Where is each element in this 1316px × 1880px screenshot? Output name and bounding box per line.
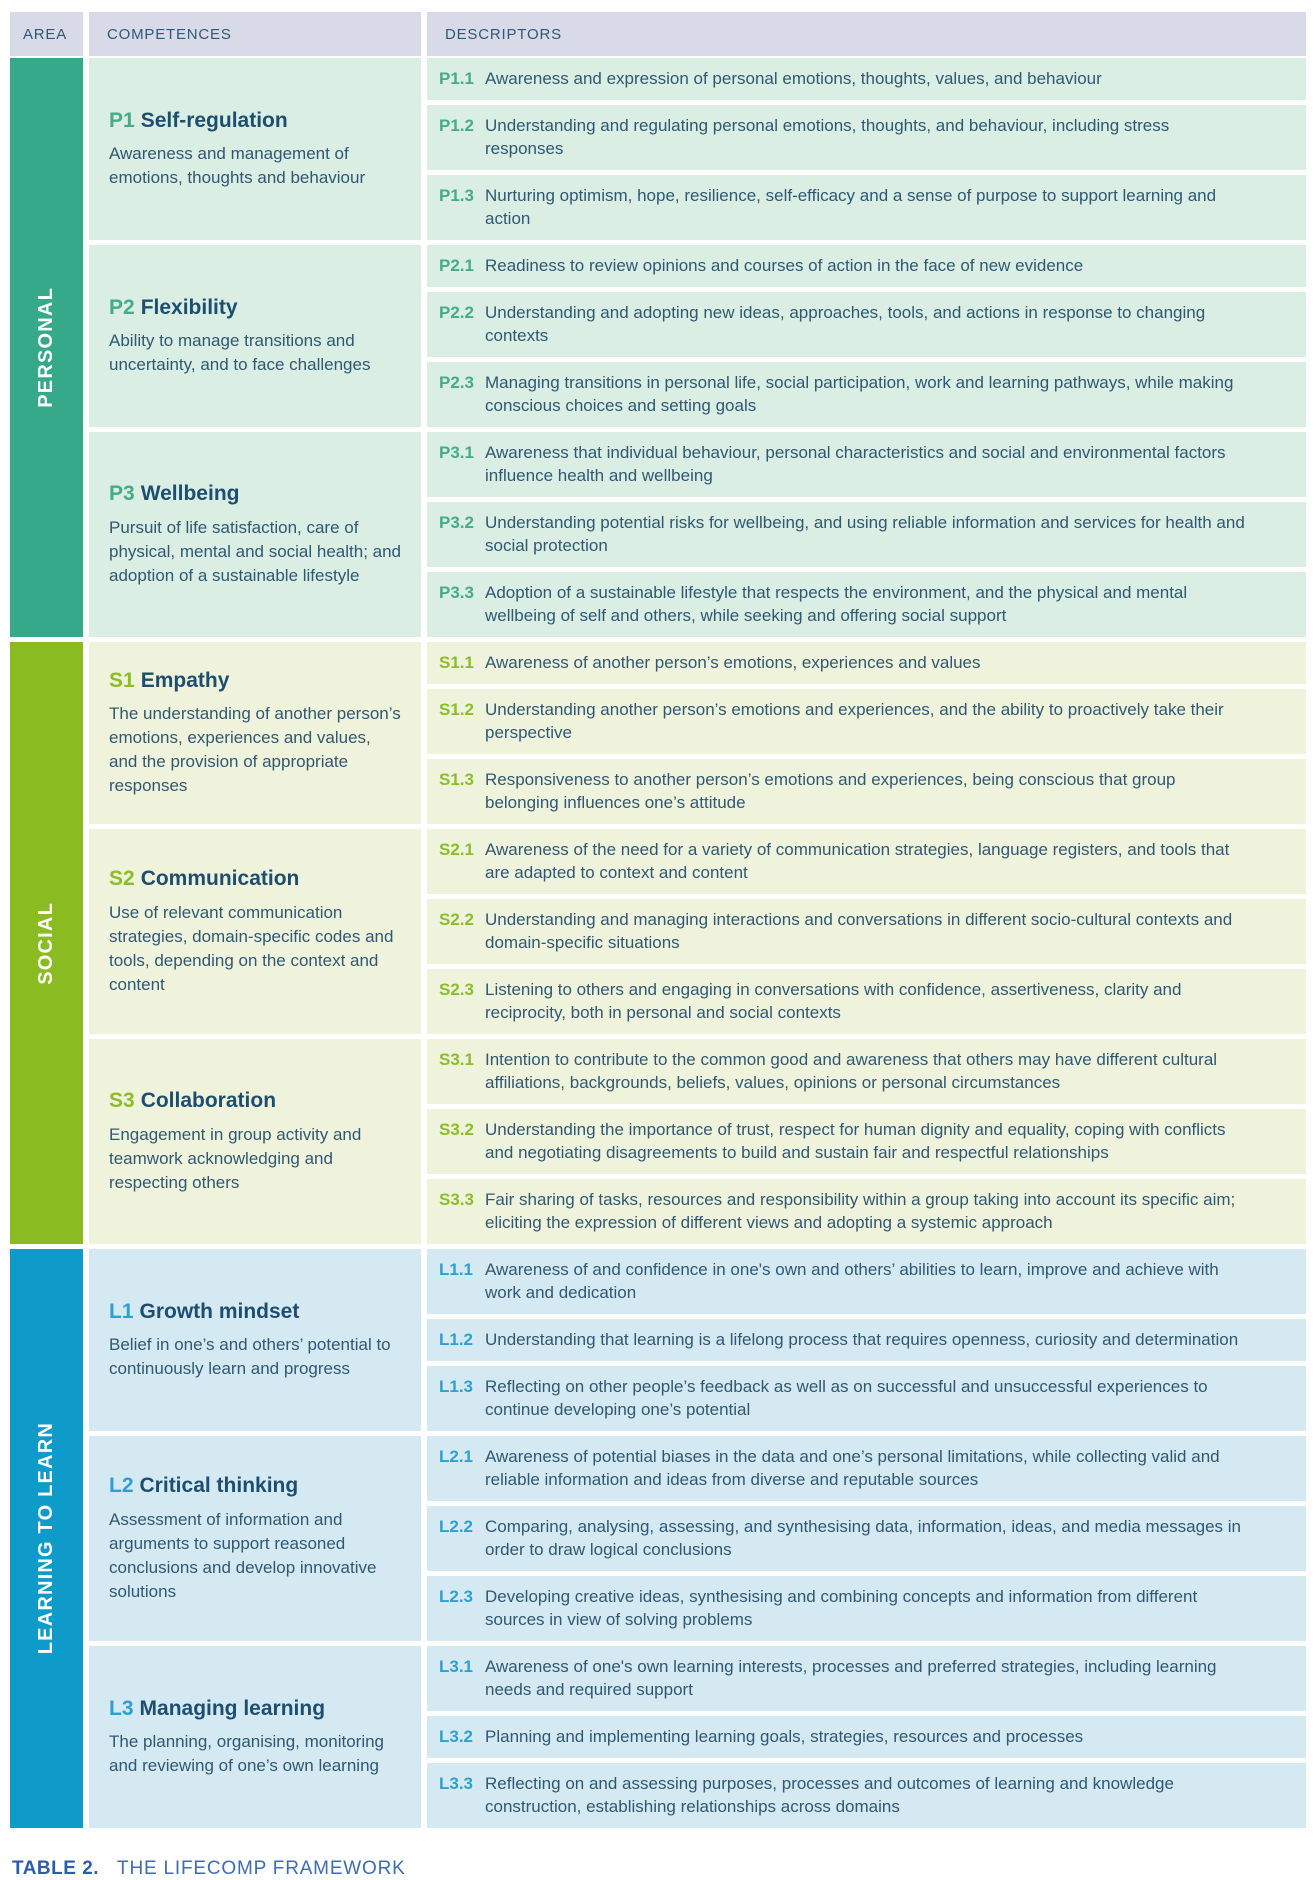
descriptor-row [427, 572, 1306, 637]
descriptor-code: S3.1 [439, 1050, 474, 1069]
descriptor-row [427, 105, 1306, 170]
descriptor-row [427, 1506, 1306, 1571]
descriptor-text: Awareness of one's own learning interests, processes and preferred strategies, including learning needs and required support [485, 1657, 1217, 1699]
descriptor-code: S3.2 [439, 1120, 474, 1139]
descriptor-row [427, 1366, 1306, 1431]
competence-cell [89, 245, 421, 427]
competence-description: The planning, organising, monitoring and reviewing of one’s own learning [109, 1732, 385, 1776]
descriptor-row [427, 58, 1306, 100]
competence-description: Belief in one’s and others’ potential to continuously learn and progress [109, 1335, 391, 1379]
descriptor-code: S2.1 [439, 840, 474, 859]
descriptor-code: S2.2 [439, 910, 474, 929]
descriptor-code: P1.2 [439, 116, 474, 135]
competence-name: Wellbeing [140, 482, 240, 506]
competence-group-p1 [89, 58, 1306, 240]
competence-group-s2 [89, 829, 1306, 1034]
descriptor-code: L1.2 [439, 1330, 474, 1349]
descriptor-code: P3.3 [439, 583, 474, 602]
competence-description: The understanding of another person’s emotions, experiences and values, and the provision of appropriate responses [109, 704, 401, 796]
descriptor-row [427, 502, 1306, 567]
descriptor-text: Responsiveness to another person’s emotions and experiences, being conscious that group belonging influences one’s attitude [485, 770, 1176, 812]
competence-group-l2 [89, 1436, 1306, 1641]
descriptor-row [427, 1576, 1306, 1641]
competence-name: Critical thinking [139, 1474, 299, 1498]
area-section-social [10, 642, 1306, 1244]
descriptor-row [427, 175, 1306, 240]
descriptor-row [427, 899, 1306, 964]
descriptor-row [427, 1716, 1306, 1758]
competence-code: L2 [109, 1474, 134, 1498]
descriptor-code: P2.3 [439, 373, 474, 392]
descriptor-code: L2.1 [439, 1447, 474, 1466]
descriptor-row [427, 292, 1306, 357]
descriptor-text: Understanding another person’s emotions and experiences, and the ability to proactively take their perspective [485, 700, 1224, 742]
area-label: SOCIAL [35, 901, 57, 985]
header-competences: COMPETENCES [89, 12, 421, 56]
competence-group-l3 [89, 1646, 1306, 1828]
competence-name: Communication [140, 867, 300, 891]
descriptor-row [427, 829, 1306, 894]
descriptor-code: S1.1 [439, 653, 474, 672]
caption-title: THE LIFECOMP FRAMEWORK [117, 1858, 406, 1879]
descriptor-text: Awareness of and confidence in one's own and others’ abilities to learn, improve and achieve with work and dedication [485, 1260, 1219, 1302]
descriptor-text: Awareness of another person’s emotions, experiences and values [485, 653, 981, 672]
descriptor-text: Adoption of a sustainable lifestyle that respects the environment, and the physical and mental wellbeing of self and others, while seeking and offering social support [485, 583, 1188, 625]
descriptor-text: Managing transitions in personal life, social participation, work and learning pathways, while making conscious choices and setting goals [485, 373, 1234, 415]
competence-cell [89, 58, 421, 240]
descriptor-text: Understanding and managing interactions and conversations in different socio-cultural contexts and domain-specific situations [485, 910, 1233, 952]
descriptor-text: Understanding the importance of trust, respect for human dignity and equality, coping with conflicts and negotiating disagreements to build and sustain fair and respectful relationships [485, 1120, 1226, 1162]
descriptor-text: Developing creative ideas, synthesising and combining concepts and information from different sources in view of solving problems [485, 1587, 1198, 1629]
descriptor-row [427, 1319, 1306, 1361]
header-descriptors: DESCRIPTORS [427, 12, 1306, 56]
competence-cell [89, 829, 421, 1034]
descriptor-row [427, 642, 1306, 684]
descriptor-code: P1.3 [439, 186, 474, 205]
competence-description: Use of relevant communication strategies, domain-specific codes and tools, depending on the context and content [109, 902, 394, 994]
competence-name: Growth mindset [139, 1299, 300, 1323]
header-area: AREA [10, 12, 83, 56]
competence-code: L3 [109, 1696, 134, 1720]
descriptor-text: Reflecting on and assessing purposes, processes and outcomes of learning and knowledge construction, establishing relationships across domains [485, 1774, 1174, 1816]
descriptor-row [427, 1179, 1306, 1244]
descriptor-text: Understanding potential risks for wellbeing, and using reliable information and services for health and social protection [485, 513, 1245, 555]
competence-cell [89, 432, 421, 637]
competence-code: S3 [109, 1089, 135, 1113]
descriptor-code: P3.2 [439, 513, 474, 532]
competence-code: P3 [109, 482, 135, 506]
descriptor-text: Planning and implementing learning goals, strategies, resources and processes [485, 1727, 1084, 1746]
area-label: LEARNING TO LEARN [35, 1422, 57, 1655]
table-header-row [10, 12, 1306, 56]
competence-cell [89, 1039, 421, 1244]
descriptor-code: P2.2 [439, 303, 474, 322]
area-label: PERSONAL [35, 287, 57, 408]
descriptor-row [427, 1646, 1306, 1711]
descriptor-code: P1.1 [439, 69, 474, 88]
descriptor-code: P2.1 [439, 256, 474, 275]
descriptor-row [427, 759, 1306, 824]
area-band-social [10, 642, 83, 1244]
descriptor-text: Awareness and expression of personal emotions, thoughts, values, and behaviour [485, 69, 1102, 88]
competence-cell [89, 642, 421, 824]
descriptor-code: S1.2 [439, 700, 474, 719]
competence-group-p3 [89, 432, 1306, 637]
descriptor-code: L1.3 [439, 1377, 474, 1396]
competence-description: Engagement in group activity and teamwork acknowledging and respecting others [109, 1124, 362, 1192]
descriptor-code: P3.1 [439, 443, 474, 462]
descriptor-code: S1.3 [439, 770, 474, 789]
area-section-personal [10, 58, 1306, 637]
competence-description: Pursuit of life satisfaction, care of physical, mental and social health; and adoption of a sustainable lifestyle [109, 517, 402, 585]
competence-code: L1 [109, 1299, 134, 1323]
descriptor-row [427, 1109, 1306, 1174]
competence-name: Managing learning [139, 1696, 326, 1720]
descriptor-text: Reflecting on other people’s feedback as well as on successful and unsuccessful experiences to continue developing one’s potential [485, 1377, 1208, 1419]
area-band-learning-to-learn [10, 1249, 83, 1828]
table-caption [12, 1858, 1306, 1880]
descriptor-text: Awareness of the need for a variety of communication strategies, language registers, and tools that are adapted to context and content [485, 840, 1230, 882]
descriptor-text: Nurturing optimism, hope, resilience, self-efficacy and a sense of purpose to support learning and action [485, 186, 1217, 228]
competence-group-s1 [89, 642, 1306, 824]
descriptor-text: Awareness of potential biases in the data and one’s personal limitations, while collecting valid and reliable information and ideas from diverse and reputable sources [485, 1447, 1220, 1489]
descriptor-row [427, 362, 1306, 427]
descriptor-text: Awareness that individual behaviour, personal characteristics and social and environmental factors influence health and wellbeing [485, 443, 1226, 485]
descriptor-code: L2.2 [439, 1517, 474, 1536]
descriptor-text: Intention to contribute to the common good and awareness that others may have different cultural affiliations, backgrounds, beliefs, values, opinions or personal circumstances [485, 1050, 1218, 1092]
competence-cell [89, 1436, 421, 1641]
competence-description: Awareness and management of emotions, thoughts and behaviour [109, 144, 366, 188]
descriptor-code: S3.3 [439, 1190, 474, 1209]
competence-group-s3 [89, 1039, 1306, 1244]
area-band-personal [10, 58, 83, 637]
competence-code: S2 [109, 867, 135, 891]
descriptor-text: Understanding and adopting new ideas, approaches, tools, and actions in response to changing contexts [485, 303, 1206, 345]
descriptor-text: Comparing, analysing, assessing, and synthesising data, information, ideas, and media messages in order to draw logical conclusions [485, 1517, 1241, 1559]
descriptor-text: Fair sharing of tasks, resources and responsibility within a group taking into account its specific aim; eliciting the expression of different views and adopting a systemic approach [485, 1190, 1236, 1232]
descriptor-code: L3.3 [439, 1774, 474, 1793]
competence-name: Self-regulation [140, 108, 288, 132]
descriptor-row [427, 969, 1306, 1034]
competence-cell [89, 1249, 421, 1431]
competence-name: Collaboration [140, 1089, 277, 1113]
descriptor-text: Understanding and regulating personal emotions, thoughts, and behaviour, including stress responses [485, 116, 1170, 158]
descriptor-code: L3.2 [439, 1727, 474, 1746]
competence-name: Empathy [140, 668, 230, 692]
descriptor-text: Understanding that learning is a lifelong process that requires openness, curiosity and determination [485, 1330, 1239, 1349]
competence-code: P1 [109, 108, 135, 132]
competence-code: P2 [109, 295, 135, 319]
competence-cell [89, 1646, 421, 1828]
competence-group-p2 [89, 245, 1306, 427]
descriptor-row [427, 245, 1306, 287]
area-section-learning-to-learn [10, 1249, 1306, 1828]
competence-description: Assessment of information and arguments to support reasoned conclusions and develop innovative solutions [109, 1509, 377, 1601]
competence-name: Flexibility [140, 295, 238, 319]
descriptor-row [427, 432, 1306, 497]
competence-code: S1 [109, 668, 135, 692]
descriptor-row [427, 1436, 1306, 1501]
descriptor-code: L1.1 [439, 1260, 474, 1279]
caption-label: TABLE 2. [12, 1858, 100, 1879]
descriptor-row [427, 689, 1306, 754]
competence-group-l1 [89, 1249, 1306, 1431]
competence-description: Ability to manage transitions and uncertainty, and to face challenges [109, 331, 371, 375]
descriptor-code: L2.3 [439, 1587, 474, 1606]
descriptor-code: S2.3 [439, 980, 474, 999]
descriptor-text: Readiness to review opinions and courses of action in the face of new evidence [485, 256, 1084, 275]
descriptor-text: Listening to others and engaging in conversations with confidence, assertiveness, clarity and reciprocity, both in personal and social contexts [485, 980, 1182, 1022]
descriptor-row [427, 1249, 1306, 1314]
descriptor-code: L3.1 [439, 1657, 474, 1676]
descriptor-row [427, 1763, 1306, 1828]
descriptor-row [427, 1039, 1306, 1104]
